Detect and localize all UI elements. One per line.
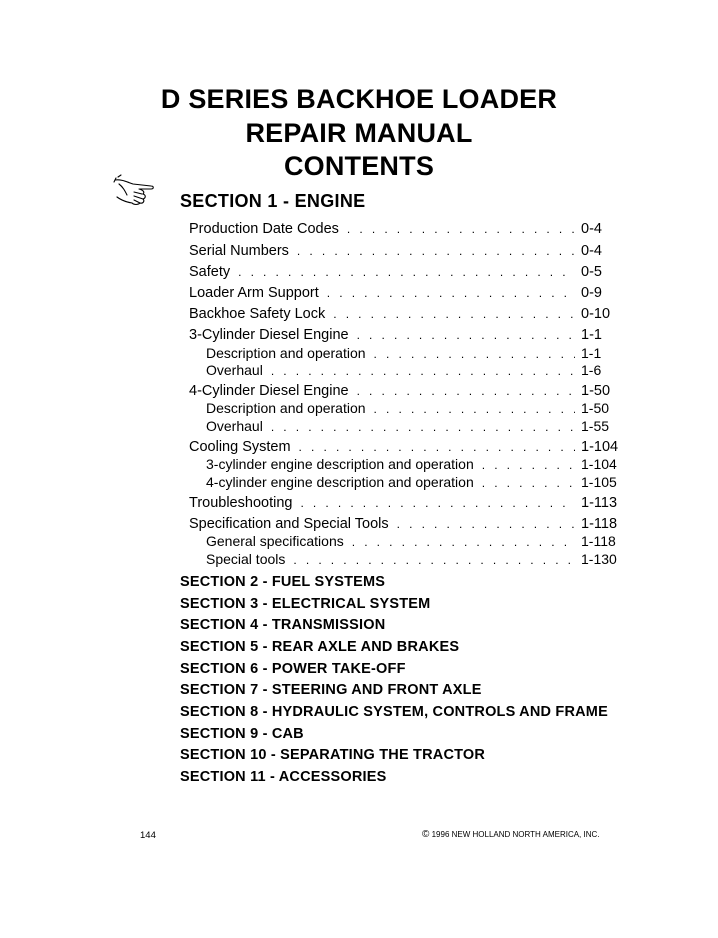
section-1-heading: SECTION 1 - ENGINE <box>180 191 366 211</box>
section-heading: SECTION 3 - ELECTRICAL SYSTEM <box>180 596 431 612</box>
toc-subentry <box>189 551 619 568</box>
toc-leader-dots <box>352 534 575 551</box>
toc-entry <box>189 243 619 260</box>
toc-entry-page: 1-50 <box>581 400 610 416</box>
pointing-hand-icon <box>113 174 165 208</box>
toc-entry-page: 1-55 <box>581 418 610 434</box>
toc-subentry <box>189 345 619 362</box>
toc-leader-dots <box>482 457 575 474</box>
toc-entry-page: 1-130 <box>581 551 617 567</box>
toc-leader-dots <box>347 221 575 238</box>
toc-entry-page: 1-118 <box>581 516 618 532</box>
copyright-notice <box>422 829 600 840</box>
section-heading: SECTION 5 - REAR AXLE AND BRAKES <box>180 639 460 655</box>
toc-leader-dots <box>374 346 575 363</box>
title-line-3: CONTENTS <box>283 151 435 181</box>
toc-entry-page: 1-6 <box>581 362 602 378</box>
title-line-1: D SERIES BACKHOE LOADER <box>160 84 558 114</box>
toc-entry-page: 1-118 <box>581 533 616 549</box>
toc-leader-dots <box>482 475 575 492</box>
toc-entry <box>189 439 619 456</box>
toc-entry-page: 0-10 <box>581 306 611 322</box>
section-heading: SECTION 4 - TRANSMISSION <box>180 617 386 633</box>
toc-leader-dots <box>300 495 575 512</box>
toc-subentry <box>189 474 619 491</box>
toc-entry-label: Overhaul <box>206 362 263 378</box>
toc-entry <box>189 285 619 302</box>
toc-entry <box>189 383 619 400</box>
copyright-symbol: © <box>422 829 430 840</box>
toc-leader-dots <box>271 363 575 380</box>
toc-subentry <box>189 362 619 379</box>
toc-entry-label: Cooling System <box>189 439 291 455</box>
toc-leader-dots <box>357 383 575 400</box>
toc-leader-dots <box>327 285 575 302</box>
toc-subentry <box>189 400 619 417</box>
toc-entry <box>189 264 619 281</box>
toc-leader-dots <box>293 552 575 569</box>
page-number: 144 <box>140 830 156 841</box>
section-heading: SECTION 2 - FUEL SYSTEMS <box>180 574 386 590</box>
toc-entry-page: 0-5 <box>581 264 602 280</box>
toc-entry <box>189 221 619 238</box>
toc-entry-page: 1-50 <box>581 383 611 399</box>
toc-entry-label: 3-cylinder engine description and operation <box>206 456 474 472</box>
toc-entry-label: Safety <box>189 264 231 280</box>
section-heading: SECTION 8 - HYDRAULIC SYSTEM, CONTROLS AND FRAME <box>180 704 608 720</box>
toc-leader-dots <box>238 264 575 281</box>
toc-entry-page: 0-4 <box>581 243 602 259</box>
toc-entry-label: Specification and Special Tools <box>189 516 389 532</box>
toc-entry-label: Description and operation <box>206 400 366 416</box>
toc-entry-page: 0-4 <box>581 221 602 237</box>
toc-entry <box>189 327 619 344</box>
toc-entry-label: Special tools <box>206 551 286 567</box>
section-heading: SECTION 9 - CAB <box>180 726 304 742</box>
section-heading: SECTION 7 - STEERING AND FRONT AXLE <box>180 682 482 698</box>
toc-leader-dots <box>333 306 575 323</box>
toc-entry-label: Loader Arm Support <box>189 285 319 301</box>
toc-entry-label: Production Date Codes <box>189 221 339 237</box>
toc-entry-label: Backhoe Safety Lock <box>189 306 326 322</box>
copyright-text: 1996 NEW HOLLAND NORTH AMERICA, INC. <box>431 830 600 839</box>
toc-entry <box>189 495 619 512</box>
toc-entry-label: Overhaul <box>206 418 263 434</box>
toc-entry-label: 4-Cylinder Diesel Engine <box>189 383 349 399</box>
toc-subentry <box>189 533 619 550</box>
toc-leader-dots <box>297 243 575 260</box>
toc-entry-label: 3-Cylinder Diesel Engine <box>189 327 349 343</box>
toc-subentry <box>189 418 619 435</box>
toc-leader-dots <box>357 327 575 344</box>
toc-entry-page: 1-113 <box>581 495 618 511</box>
toc-entry-label: Description and operation <box>206 345 366 361</box>
toc-entry-page: 1-104 <box>581 456 617 472</box>
title-line-2: REPAIR MANUAL <box>245 118 473 148</box>
section-heading: SECTION 10 - SEPARATING THE TRACTOR <box>180 747 486 763</box>
toc-subentry <box>189 456 619 473</box>
toc-entry-page: 1-1 <box>581 327 602 343</box>
toc-entry-page: 1-1 <box>581 345 602 361</box>
toc-entry <box>189 306 619 323</box>
toc-leader-dots <box>374 401 575 418</box>
toc-entry-page: 0-9 <box>581 285 602 301</box>
toc-entry-page: 1-104 <box>581 439 619 455</box>
toc-entry-label: 4-cylinder engine description and operation <box>206 474 474 490</box>
toc-entry-label: Serial Numbers <box>189 243 289 259</box>
toc-leader-dots <box>299 439 575 456</box>
toc-leader-dots <box>397 516 575 533</box>
toc-entry-label: Troubleshooting <box>189 495 293 511</box>
toc-entry <box>189 516 619 533</box>
toc-entry-label: General specifications <box>206 533 344 549</box>
section-heading: SECTION 11 - ACCESSORIES <box>180 769 387 785</box>
toc-leader-dots <box>271 419 575 436</box>
section-heading: SECTION 6 - POWER TAKE-OFF <box>180 661 406 677</box>
toc-entry-page: 1-105 <box>581 474 617 490</box>
